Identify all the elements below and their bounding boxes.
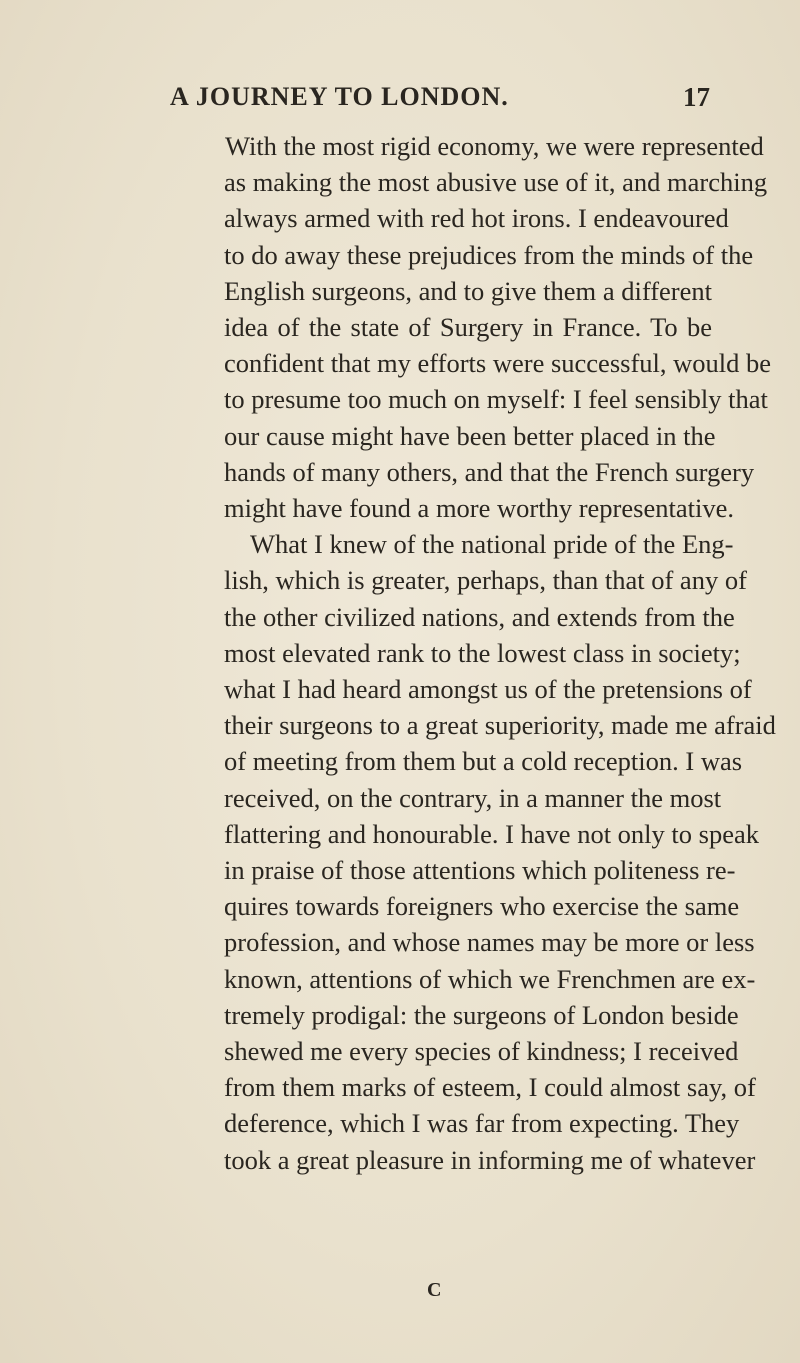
text-line: shewed me every species of kindness; I received (224, 1036, 739, 1066)
text-line: of meeting from them but a cold reception. I was (224, 746, 743, 777)
text-line: their surgeons to a great superiority, made me afraid (224, 710, 776, 741)
signature-mark: C (427, 1279, 442, 1301)
text-line: to do away these prejudices from the minds of the (224, 239, 754, 270)
text-line: With the most rigid economy, we were represented (225, 131, 764, 161)
text-line: what I had heard amongst us of the pretensions of (224, 674, 752, 704)
text-line: from them marks of esteem, I could almost say, of (224, 1072, 756, 1103)
text-line: as making the most abusive use of it, and marching (224, 167, 768, 198)
text-line: known, attentions of which we Frenchmen are ex- (224, 963, 756, 994)
text-line: deference, which I was far from expecting. They (224, 1108, 740, 1139)
running-head (0, 82, 800, 122)
text-line: hands of many others, and that the French surgery (224, 456, 755, 487)
text-line: quires towards foreigners who exercise the same (224, 891, 740, 922)
text-line: flattering and honourable. I have not only to speak (224, 818, 759, 849)
text-line: took a great pleasure in informing me of whatever (224, 1144, 756, 1175)
text-line: to presume too much on myself: I feel sensibly that (224, 384, 768, 415)
text-line: idea of the state of Surgery in France. To be (224, 312, 712, 342)
text-line: lish, which is greater, perhaps, than that of any of (224, 565, 747, 596)
text-line: most elevated rank to the lowest class in society; (224, 637, 741, 668)
text-line: in praise of those attentions which politeness re- (224, 855, 736, 885)
text-line: our cause might have been better placed in the (224, 420, 716, 451)
text-line: profession, and whose names may be more or less (224, 927, 755, 958)
text-line: What I knew of the national pride of the Eng- (250, 529, 734, 560)
text-line: received, on the contrary, in a manner the most (224, 782, 722, 813)
text-line: always armed with red hot irons. I endeavoured (224, 203, 729, 234)
text-line: confident that my efforts were successful, would be (224, 348, 772, 379)
running-title: A JOURNEY TO LONDON. (170, 82, 509, 111)
text-line: the other civilized nations, and extends from the (224, 601, 735, 632)
text-line: English surgeons, and to give them a different (224, 275, 712, 306)
page-number: 17 (683, 82, 710, 112)
text-line: might have found a more worthy representative. (224, 493, 734, 523)
text-line: tremely prodigal: the surgeons of London beside (224, 999, 739, 1030)
